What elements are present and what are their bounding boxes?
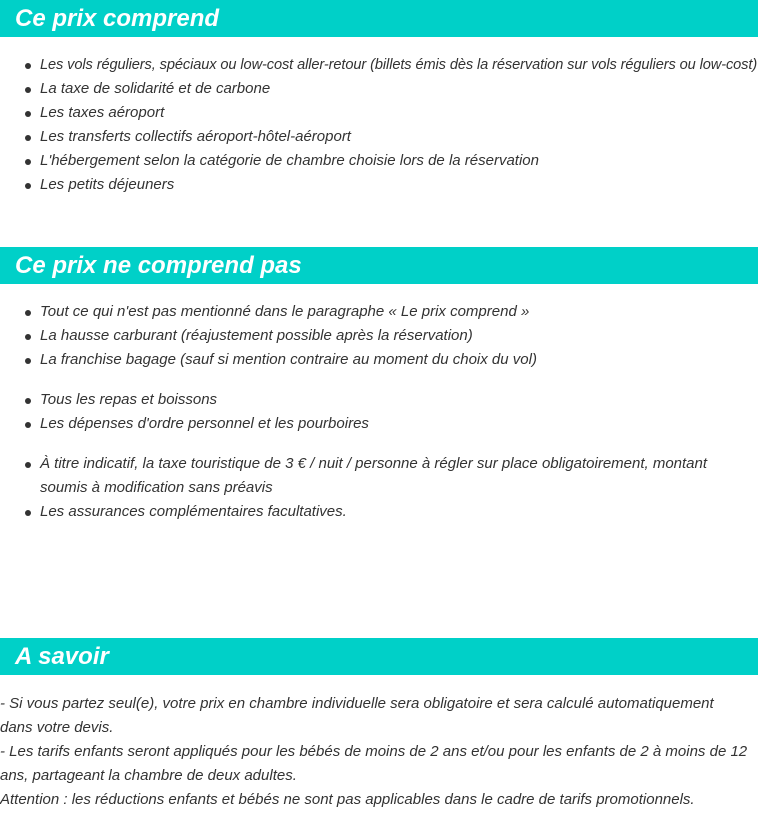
list-item: La franchise bagage (sauf si mention contraire au moment du choix du vol) — [40, 348, 758, 372]
a-savoir-line: - Les tarifs enfants seront appliqués pour les bébés de moins de 2 ans et/ou pour les enfants de 2 à moins de 12 ans, partageant la chambre de deux adultes. — [0, 743, 748, 784]
list-item: Les vols réguliers, spéciaux ou low-cost aller-retour (billets émis dès la réservation sur vols réguliers ou low-cost) — [40, 53, 758, 77]
list-item: Les assurances complémentaires facultatives. — [40, 500, 758, 524]
section-ce-prix-ne-comprend-pas — [0, 247, 758, 524]
section-title-comprend: Ce prix comprend — [0, 0, 758, 37]
list-item: La taxe de solidarité et de carbone — [40, 77, 758, 101]
section-a-savoir — [0, 638, 758, 812]
bullet-icon — [25, 111, 31, 117]
ne-comprend-pas-list-1 — [0, 300, 758, 372]
a-savoir-text — [0, 692, 758, 812]
list-item: Les transferts collectifs aéroport-hôtel-aéroport — [40, 125, 758, 149]
bullet-icon — [25, 358, 31, 364]
bullet-icon — [25, 510, 31, 516]
list-item: Tout ce qui n'est pas mentionné dans le paragraphe « Le prix comprend » — [40, 300, 758, 324]
a-savoir-line: Attention : les réductions enfants et bébés ne sont pas applicables dans le cadre de tarifs promotionnels. — [0, 791, 695, 808]
bullet-icon — [25, 159, 31, 165]
ne-comprend-pas-list-2 — [0, 388, 758, 436]
list-item: Les taxes aéroport — [40, 101, 758, 125]
bullet-icon — [25, 63, 31, 69]
a-savoir-line: - Si vous partez seul(e), votre prix en chambre individuelle sera obligatoire et sera calculé automatiquement dans votre devis. — [0, 695, 714, 736]
list-item: À titre indicatif, la taxe touristique de 3 € / nuit / personne à régler sur place obligatoirement, montant soumis à modification sans préavis — [40, 452, 758, 500]
list-item: L'hébergement selon la catégorie de chambre choisie lors de la réservation — [40, 149, 758, 173]
section-ce-prix-comprend — [0, 0, 758, 197]
bullet-icon — [25, 310, 31, 316]
section-title-a-savoir: A savoir — [0, 638, 758, 675]
bullet-icon — [25, 183, 31, 189]
list-item: Les petits déjeuners — [40, 173, 758, 197]
bullet-icon — [25, 398, 31, 404]
list-item: La hausse carburant (réajustement possible après la réservation) — [40, 324, 758, 348]
list-item: Les dépenses d'ordre personnel et les pourboires — [40, 412, 758, 436]
bullet-icon — [25, 135, 31, 141]
comprend-list — [0, 53, 758, 197]
list-item: Tous les repas et boissons — [40, 388, 758, 412]
section-title-ne-comprend-pas: Ce prix ne comprend pas — [0, 247, 758, 284]
bullet-icon — [25, 462, 31, 468]
ne-comprend-pas-list-3 — [0, 452, 758, 524]
bullet-icon — [25, 422, 31, 428]
bullet-icon — [25, 334, 31, 340]
bullet-icon — [25, 87, 31, 93]
